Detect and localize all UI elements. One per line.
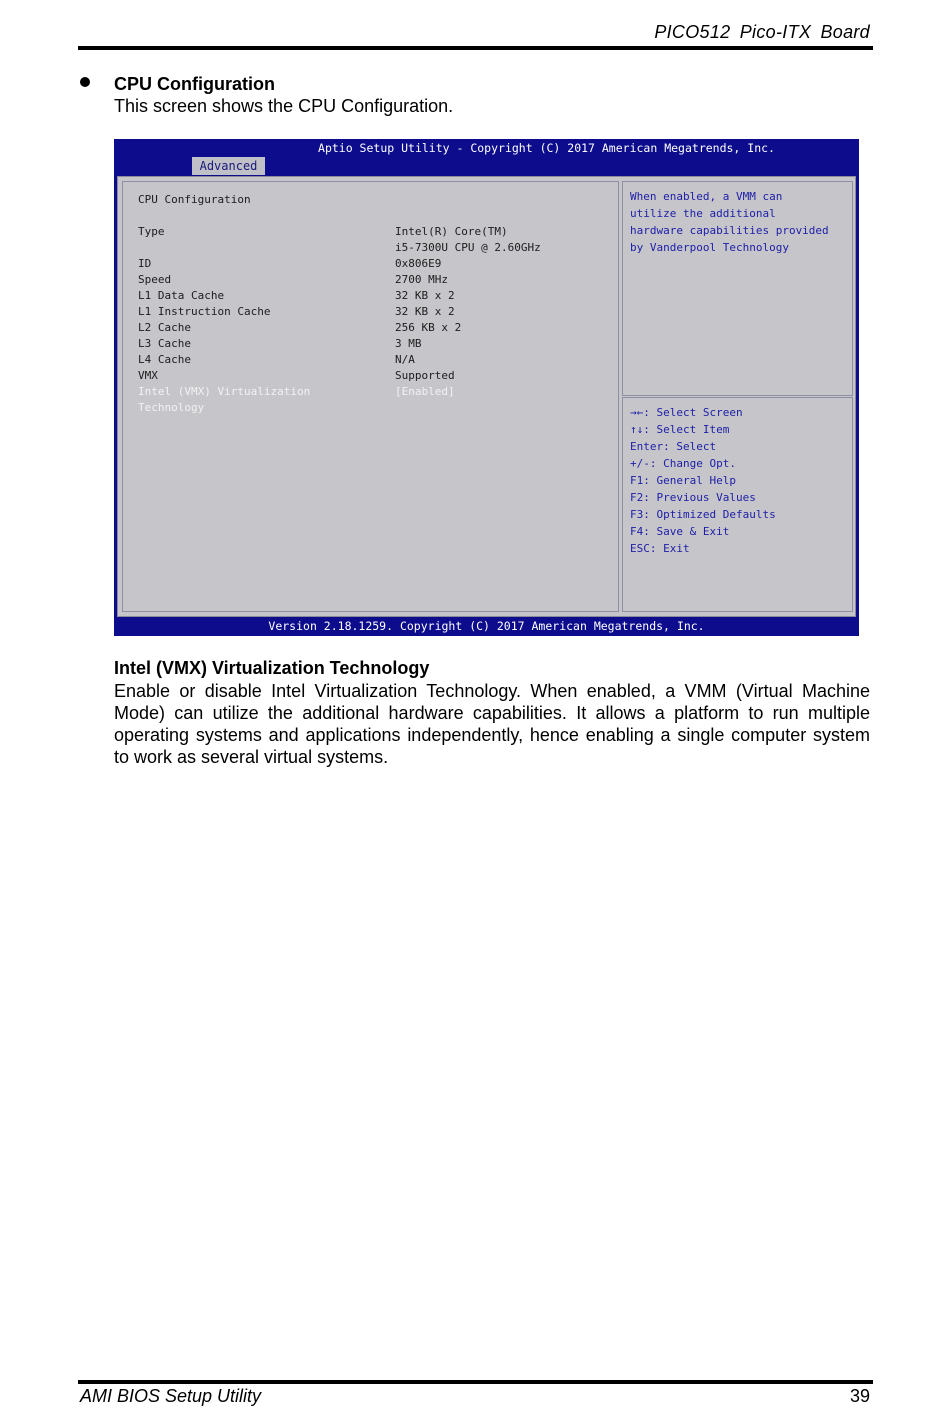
page-number: 39: [849, 1386, 870, 1406]
row-label-l3: L3 Cache: [138, 337, 191, 350]
item-description: Enable or disable Intel Virtualization Technology. When enabled, a VMM (Virtual Machine Mode) can utilize the additional hardware capabilities. It allows a platform to run multiple operating systems and applications independently, hence enabling a single computer system to work as several virtual systems.: [114, 681, 870, 767]
row-label-l1-data: L1 Data Cache: [138, 289, 225, 302]
bios-bottom-title: Version 2.18.1259. Copyright (C) 2017 American Megatrends, Inc.: [268, 619, 705, 633]
row-value-l1-instr: 32 KB x 2: [395, 305, 455, 318]
row-label-l4: L4 Cache: [138, 353, 191, 366]
row-value-speed: 2700 MHz: [395, 273, 448, 286]
bios-keys-pane: [622, 397, 853, 612]
item-title: Intel (VMX) Virtualization Technology: [114, 658, 430, 678]
vmx-virtualization-option[interactable]: Intel (VMX) Virtualization: [138, 385, 311, 398]
row-value-cpu: i5-7300U CPU @ 2.60GHz: [395, 241, 541, 254]
footer-title: AMI BIOS Setup Utility: [80, 1386, 262, 1406]
section-description: This screen shows the CPU Configuration.: [114, 96, 454, 116]
key-hint: F1: General Help: [630, 474, 736, 487]
bios-panel: [117, 176, 856, 617]
vmx-virtualization-value[interactable]: [Enabled]: [395, 385, 455, 398]
bios-help-pane: [622, 181, 853, 396]
bios-settings-pane: [122, 181, 619, 612]
bios-screenshot: [114, 139, 859, 636]
footer-rule: [78, 1380, 873, 1384]
row-value-l3: 3 MB: [395, 337, 422, 350]
tab-advanced[interactable]: Advanced: [192, 157, 265, 175]
row-label-type: Type: [138, 225, 165, 238]
key-hint: ESC: Exit: [630, 542, 690, 555]
bios-screen-title: CPU Configuration: [138, 193, 251, 206]
key-hint: →←: Select Screen: [630, 406, 743, 419]
row-value-l1-data: 32 KB x 2: [395, 289, 455, 302]
bullet-icon: [80, 77, 90, 87]
row-value-l2: 256 KB x 2: [395, 321, 462, 334]
row-label-l2: L2 Cache: [138, 321, 191, 334]
row-value-type: Intel(R) Core(TM): [395, 225, 508, 238]
row-value-vmx: Supported: [395, 369, 455, 382]
section-title: CPU Configuration: [114, 74, 275, 94]
row-value-id: 0x806E9: [395, 257, 442, 270]
row-label-l1-instr: L1 Instruction Cache: [138, 305, 271, 318]
help-line: by Vanderpool Technology: [630, 241, 789, 254]
row-label-id: ID: [138, 257, 152, 270]
header-title: PICO512 Pico-ITX Board: [654, 22, 870, 42]
vmx-virtualization-option-line2[interactable]: Technology: [138, 401, 205, 414]
key-hint: Enter: Select: [630, 440, 717, 453]
key-hint: ↑↓: Select Item: [630, 423, 730, 436]
help-line: hardware capabilities provided: [630, 224, 829, 237]
key-hint: +/-: Change Opt.: [630, 457, 736, 470]
row-value-l4: N/A: [395, 353, 415, 366]
help-line: When enabled, a VMM can: [630, 190, 783, 203]
key-hint: F3: Optimized Defaults: [630, 508, 776, 521]
key-hint: F2: Previous Values: [630, 491, 756, 504]
header-rule: [78, 46, 873, 50]
row-label-speed: Speed: [138, 273, 172, 286]
row-label-vmx: VMX: [138, 369, 158, 382]
key-hint: F4: Save & Exit: [630, 525, 730, 538]
help-line: utilize the additional: [630, 207, 776, 220]
bios-top-title: Aptio Setup Utility - Copyright (C) 2017 American Megatrends, Inc.: [318, 141, 775, 155]
